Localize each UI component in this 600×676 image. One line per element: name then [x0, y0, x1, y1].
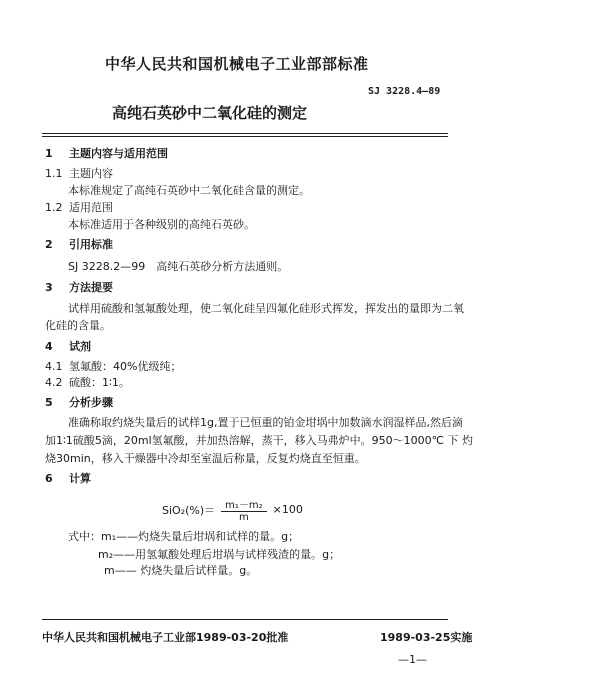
section-1-heading: 1 主题内容与适用范围: [45, 147, 168, 160]
page-number: —1—: [398, 653, 427, 666]
standard-number: SJ 3228.4—89: [368, 86, 441, 97]
section-2-heading: 2 引用标准: [45, 238, 113, 251]
approval-date: 中华人民共和国机械电子工业部1989-03-20批准: [42, 631, 289, 644]
where-line-3: m—— 灼烧失量后试样量。g。: [104, 564, 258, 577]
formula-denominator: m: [239, 512, 249, 523]
top-rule-1: [42, 133, 448, 134]
footer-rule: [42, 619, 448, 620]
section-6-heading: 6 计算: [45, 472, 91, 485]
section-1-1-text: 本标准规定了高纯石英砂中二氧化硅含量的测定。: [68, 184, 310, 197]
section-1-1-heading: 1.1 主题内容: [45, 167, 113, 180]
section-1-2-text: 本标准适用于各种级别的高纯石英砂。: [68, 218, 255, 231]
top-rule-2: [42, 136, 448, 137]
formula-numerator: m₁－m₂: [221, 496, 267, 512]
section-5-heading: 5 分析步骤: [45, 396, 113, 409]
section-4-1-item: 4.1 氢氟酸：40%优级纯；: [45, 360, 182, 373]
formula-lhs: SiO₂(%)＝: [162, 503, 216, 517]
document-title: 高纯石英砂中二氧化硅的测定: [112, 104, 308, 122]
section-5-text-line2: 加1∶1硫酸5滴，20ml氢氟酸，并加热溶解，蒸干，移入马弗炉中。950～1000℃ 下 灼: [45, 434, 473, 447]
section-3-text-line1: 试样用硫酸和氢氟酸处理，使二氧化硅呈四氟化硅形式挥发，挥发出的量即为二氧: [68, 302, 464, 315]
effective-date: 1989-03-25实施: [380, 631, 473, 644]
where-line-2: m₂——用氢氟酸处理后坩埚与试样残渣的量。g；: [98, 548, 341, 561]
section-4-heading: 4 试剂: [45, 340, 91, 353]
formula-fraction: [221, 496, 267, 523]
section-5-text-line1: 准确称取约烧失量后的试样1g,置于已恒重的铂金坩埚中加数滴水润湿样品,然后滴: [68, 416, 463, 429]
section-3-heading: 3 方法提要: [45, 281, 113, 294]
section-5-text-line3: 烧30min，移入干燥器中冷却至室温后称量，反复灼烧直至恒重。: [45, 452, 366, 465]
formula-rhs: ×100: [272, 503, 303, 516]
section-1-2-heading: 1.2 适用范围: [45, 201, 113, 214]
sio2-formula: [162, 496, 303, 523]
where-line-1: 式中：m₁——灼烧失量后坩埚和试样的量。g；: [68, 530, 300, 543]
section-2-text: SJ 3228.2—99 高纯石英砂分析方法通则。: [68, 260, 289, 273]
section-4-2-item: 4.2 硫酸：1∶1。: [45, 376, 130, 389]
issuing-authority: 中华人民共和国机械电子工业部部标准: [105, 55, 369, 73]
section-3-text-line2: 化硅的含量。: [45, 319, 111, 332]
